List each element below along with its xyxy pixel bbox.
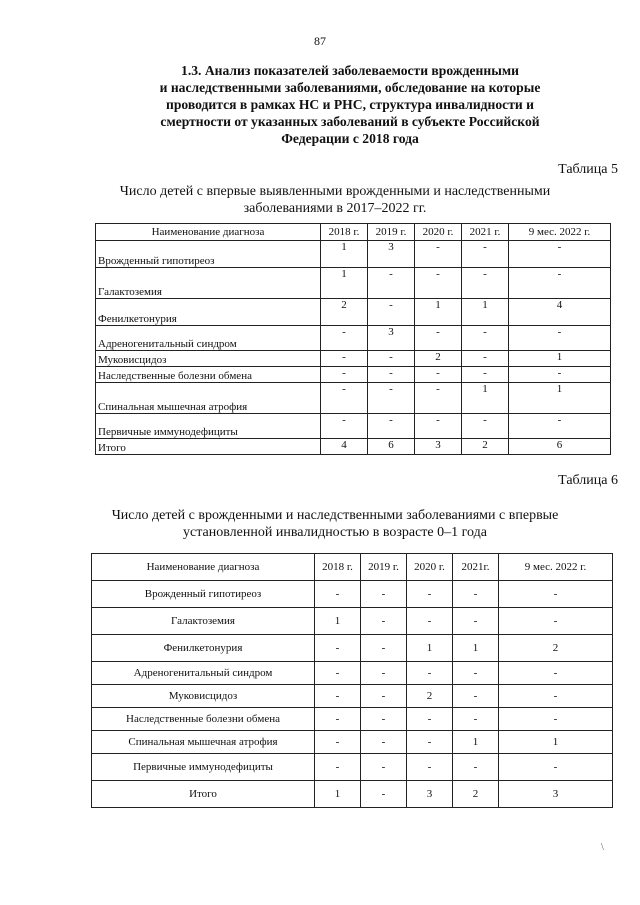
table-row xyxy=(92,685,613,708)
value-cell: - xyxy=(368,268,415,299)
table-row xyxy=(96,367,611,383)
value-cell: - xyxy=(361,685,407,708)
table-row xyxy=(96,351,611,367)
value-cell: 1 xyxy=(321,241,368,268)
table-row xyxy=(96,414,611,439)
value-cell: - xyxy=(361,662,407,685)
value-cell: - xyxy=(361,754,407,781)
value-cell: - xyxy=(499,754,613,781)
value-cell: - xyxy=(415,241,462,268)
table-row xyxy=(96,299,611,326)
value-cell: - xyxy=(462,268,509,299)
diagnosis-cell: Фенилкетонурия xyxy=(96,299,321,326)
table-header-row xyxy=(96,224,611,241)
table-row xyxy=(92,662,613,685)
table-total-row xyxy=(92,781,613,808)
total-label-cell: Итого xyxy=(92,781,315,808)
value-cell: - xyxy=(453,754,499,781)
total-value-cell: 6 xyxy=(509,439,611,455)
value-cell: - xyxy=(321,383,368,414)
value-cell: - xyxy=(321,367,368,383)
diagnosis-cell: Муковисцидоз xyxy=(96,351,321,367)
total-label-cell: Итого xyxy=(96,439,321,455)
table-row xyxy=(92,708,613,731)
value-cell: - xyxy=(453,685,499,708)
table-row xyxy=(96,241,611,268)
table6-caption xyxy=(70,507,600,541)
diagnosis-cell: Наследственные болезни обмена xyxy=(96,367,321,383)
value-cell: - xyxy=(361,708,407,731)
value-cell: - xyxy=(509,367,611,383)
value-cell: 1 xyxy=(499,731,613,754)
value-cell: 1 xyxy=(453,635,499,662)
value-cell: - xyxy=(407,754,453,781)
diagnosis-cell: Адреногенитальный синдром xyxy=(92,662,315,685)
value-cell: - xyxy=(509,414,611,439)
heading-line: Федерации с 2018 года xyxy=(281,131,419,146)
total-value-cell: - xyxy=(361,781,407,808)
column-header: 2021 г. xyxy=(462,224,509,241)
diagnosis-cell: Спинальная мышечная атрофия xyxy=(92,731,315,754)
value-cell: - xyxy=(315,581,361,608)
value-cell: 3 xyxy=(368,241,415,268)
caption-line: установленной инвалидностью в возрасте 0–1 года xyxy=(183,525,487,540)
table6-label: Таблица 6 xyxy=(558,473,618,488)
caption-line: Число детей с впервые выявленными врожденными и наследственными xyxy=(119,184,551,199)
value-cell: - xyxy=(407,662,453,685)
table5 xyxy=(95,223,611,455)
value-cell: - xyxy=(361,608,407,635)
diagnosis-cell: Галактоземия xyxy=(96,268,321,299)
value-cell: - xyxy=(368,351,415,367)
value-cell: - xyxy=(315,708,361,731)
value-cell: - xyxy=(462,326,509,351)
value-cell: - xyxy=(509,268,611,299)
value-cell: - xyxy=(321,326,368,351)
table-total-row xyxy=(96,439,611,455)
value-cell: - xyxy=(415,414,462,439)
table-row xyxy=(92,581,613,608)
total-value-cell: 2 xyxy=(462,439,509,455)
value-cell: - xyxy=(407,708,453,731)
column-header: 2020 г. xyxy=(415,224,462,241)
value-cell: 4 xyxy=(509,299,611,326)
value-cell: - xyxy=(453,608,499,635)
diagnosis-cell: Муковисцидоз xyxy=(92,685,315,708)
value-cell: - xyxy=(453,581,499,608)
diagnosis-cell: Первичные иммунодефициты xyxy=(96,414,321,439)
column-header: 2019 г. xyxy=(361,554,407,581)
value-cell: - xyxy=(315,754,361,781)
diagnosis-cell: Врожденный гипотиреоз xyxy=(92,581,315,608)
diagnosis-cell: Галактоземия xyxy=(92,608,315,635)
value-cell: - xyxy=(407,731,453,754)
column-header: 2018 г. xyxy=(321,224,368,241)
value-cell: - xyxy=(315,662,361,685)
value-cell: - xyxy=(415,367,462,383)
total-value-cell: 3 xyxy=(499,781,613,808)
value-cell: 2 xyxy=(321,299,368,326)
column-header: 9 мес. 2022 г. xyxy=(499,554,613,581)
value-cell: - xyxy=(361,731,407,754)
diagnosis-cell: Фенилкетонурия xyxy=(92,635,315,662)
diagnosis-cell: Врожденный гипотиреоз xyxy=(96,241,321,268)
heading-line: и наследственными заболеваниями, обследование на которые xyxy=(159,80,541,95)
value-cell: 1 xyxy=(321,268,368,299)
column-header: Наименование диагноза xyxy=(96,224,321,241)
value-cell: - xyxy=(453,708,499,731)
table-header-row xyxy=(92,554,613,581)
value-cell: - xyxy=(407,608,453,635)
value-cell: - xyxy=(315,685,361,708)
value-cell: 2 xyxy=(407,685,453,708)
value-cell: - xyxy=(509,241,611,268)
value-cell: - xyxy=(368,367,415,383)
value-cell: - xyxy=(462,351,509,367)
total-value-cell: 3 xyxy=(407,781,453,808)
value-cell: 1 xyxy=(415,299,462,326)
value-cell: - xyxy=(499,608,613,635)
table-row xyxy=(92,754,613,781)
page-number: 87 xyxy=(314,34,326,48)
value-cell: - xyxy=(415,383,462,414)
value-cell: - xyxy=(368,383,415,414)
value-cell: - xyxy=(415,268,462,299)
table-row xyxy=(92,635,613,662)
heading-line: проводится в рамках НС и РНС, структура инвалидности и xyxy=(166,97,534,112)
value-cell: - xyxy=(509,326,611,351)
column-header: 9 мес. 2022 г. xyxy=(509,224,611,241)
table-row xyxy=(96,268,611,299)
value-cell: - xyxy=(315,635,361,662)
total-value-cell: 2 xyxy=(453,781,499,808)
heading-line: 1.3. Анализ показателей заболеваемости врожденными xyxy=(181,63,519,78)
caption-line: Число детей с врожденными и наследственными заболеваниями с впервые xyxy=(111,508,559,523)
value-cell: 1 xyxy=(407,635,453,662)
value-cell: - xyxy=(462,241,509,268)
value-cell: 1 xyxy=(462,299,509,326)
value-cell: - xyxy=(315,731,361,754)
table-row xyxy=(92,608,613,635)
value-cell: - xyxy=(407,581,453,608)
value-cell: 1 xyxy=(315,608,361,635)
total-value-cell: 6 xyxy=(368,439,415,455)
value-cell: 1 xyxy=(509,383,611,414)
value-cell: - xyxy=(453,662,499,685)
value-cell: - xyxy=(462,367,509,383)
total-value-cell: 4 xyxy=(321,439,368,455)
table6 xyxy=(91,553,613,808)
section-heading xyxy=(140,62,560,147)
table5-label: Таблица 5 xyxy=(558,162,618,177)
value-cell: - xyxy=(368,414,415,439)
value-cell: - xyxy=(361,581,407,608)
value-cell: 2 xyxy=(415,351,462,367)
value-cell: - xyxy=(499,662,613,685)
value-cell: - xyxy=(499,708,613,731)
table-row xyxy=(96,383,611,414)
total-value-cell: 1 xyxy=(315,781,361,808)
value-cell: - xyxy=(368,299,415,326)
value-cell: - xyxy=(321,351,368,367)
margin-mark: \ xyxy=(601,842,604,853)
value-cell: 1 xyxy=(462,383,509,414)
diagnosis-cell: Адреногенитальный синдром xyxy=(96,326,321,351)
value-cell: 3 xyxy=(368,326,415,351)
column-header: 2018 г. xyxy=(315,554,361,581)
column-header: 2020 г. xyxy=(407,554,453,581)
diagnosis-cell: Спинальная мышечная атрофия xyxy=(96,383,321,414)
diagnosis-cell: Наследственные болезни обмена xyxy=(92,708,315,731)
heading-line: смертности от указанных заболеваний в субъекте Российской xyxy=(160,114,540,129)
value-cell: 1 xyxy=(453,731,499,754)
value-cell: - xyxy=(415,326,462,351)
diagnosis-cell: Первичные иммунодефициты xyxy=(92,754,315,781)
column-header: 2021г. xyxy=(453,554,499,581)
value-cell: - xyxy=(361,635,407,662)
total-value-cell: 3 xyxy=(415,439,462,455)
value-cell: - xyxy=(462,414,509,439)
value-cell: - xyxy=(499,581,613,608)
column-header: 2019 г. xyxy=(368,224,415,241)
value-cell: 1 xyxy=(509,351,611,367)
table-row xyxy=(96,326,611,351)
value-cell: - xyxy=(499,685,613,708)
table5-caption xyxy=(70,183,600,217)
value-cell: 2 xyxy=(499,635,613,662)
value-cell: - xyxy=(321,414,368,439)
column-header: Наименование диагноза xyxy=(92,554,315,581)
caption-line: заболеваниями в 2017–2022 гг. xyxy=(243,201,427,216)
table-row xyxy=(92,731,613,754)
